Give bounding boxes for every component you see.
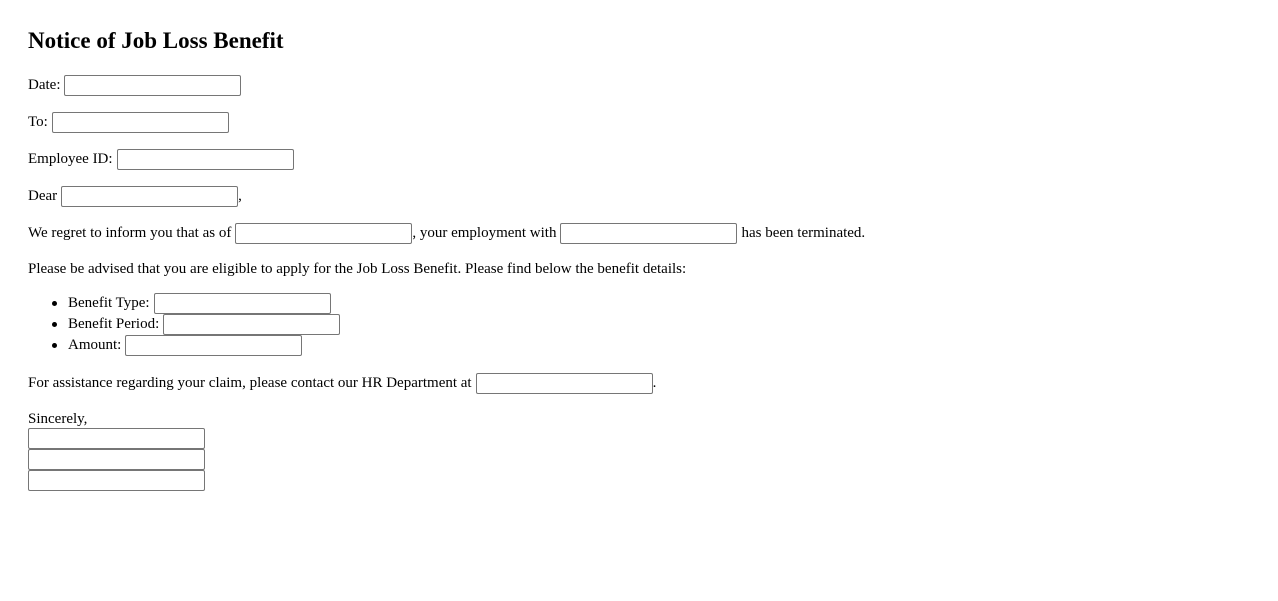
to-row <box>28 111 229 133</box>
closing-text: Sincerely, <box>28 411 88 427</box>
list-item-benefit-period <box>68 314 340 335</box>
page-title: Notice of Job Loss Benefit <box>28 28 284 53</box>
date-row <box>28 74 241 96</box>
termination-date-input[interactable] <box>235 223 412 244</box>
company-name-input[interactable] <box>560 223 737 244</box>
salutation-row <box>28 185 242 207</box>
to-label: To: <box>28 114 48 130</box>
list-item-amount <box>68 335 340 356</box>
hr-contact-input[interactable] <box>476 373 653 394</box>
termination-prefix: We regret to inform you that as of <box>28 225 232 241</box>
benefit-type-label: Benefit Type: <box>68 295 150 311</box>
employee-id-label: Employee ID: <box>28 151 113 167</box>
benefit-period-input[interactable] <box>163 314 340 335</box>
date-label: Date: <box>28 77 61 93</box>
dear-label: Dear <box>28 188 58 204</box>
eligibility-row <box>28 258 686 280</box>
amount-label: Amount: <box>68 337 122 353</box>
closing-row <box>28 408 87 430</box>
date-input[interactable] <box>64 75 241 96</box>
sender-name-input[interactable] <box>28 428 205 449</box>
sender-company-input[interactable] <box>28 470 205 491</box>
bullet-icon <box>52 301 57 306</box>
signature-block <box>28 428 205 491</box>
list-item-benefit-type <box>68 293 340 314</box>
termination-middle: , your employment with <box>412 225 557 241</box>
employee-id-row <box>28 148 294 170</box>
benefit-period-label: Benefit Period: <box>68 316 160 332</box>
eligibility-text: Please be advised that you are eligible to apply for the Job Loss Benefit. Please find below the benefit details: <box>28 261 687 277</box>
amount-input[interactable] <box>125 335 302 356</box>
sender-title-input[interactable] <box>28 449 205 470</box>
bullet-icon <box>52 343 57 348</box>
bullet-icon <box>52 322 57 327</box>
assistance-period: . <box>652 375 657 391</box>
benefit-details-list <box>28 293 340 356</box>
assistance-prefix: For assistance regarding your claim, please contact our HR Department at <box>28 375 472 391</box>
recipient-name-input[interactable] <box>61 186 238 207</box>
termination-suffix: has been terminated. <box>741 225 866 241</box>
benefit-type-input[interactable] <box>154 293 331 314</box>
termination-row <box>28 222 865 244</box>
salutation-comma: , <box>238 188 242 204</box>
to-input[interactable] <box>52 112 229 133</box>
employee-id-input[interactable] <box>117 149 294 170</box>
assistance-row <box>28 372 656 394</box>
letter-page <box>0 0 1278 54</box>
